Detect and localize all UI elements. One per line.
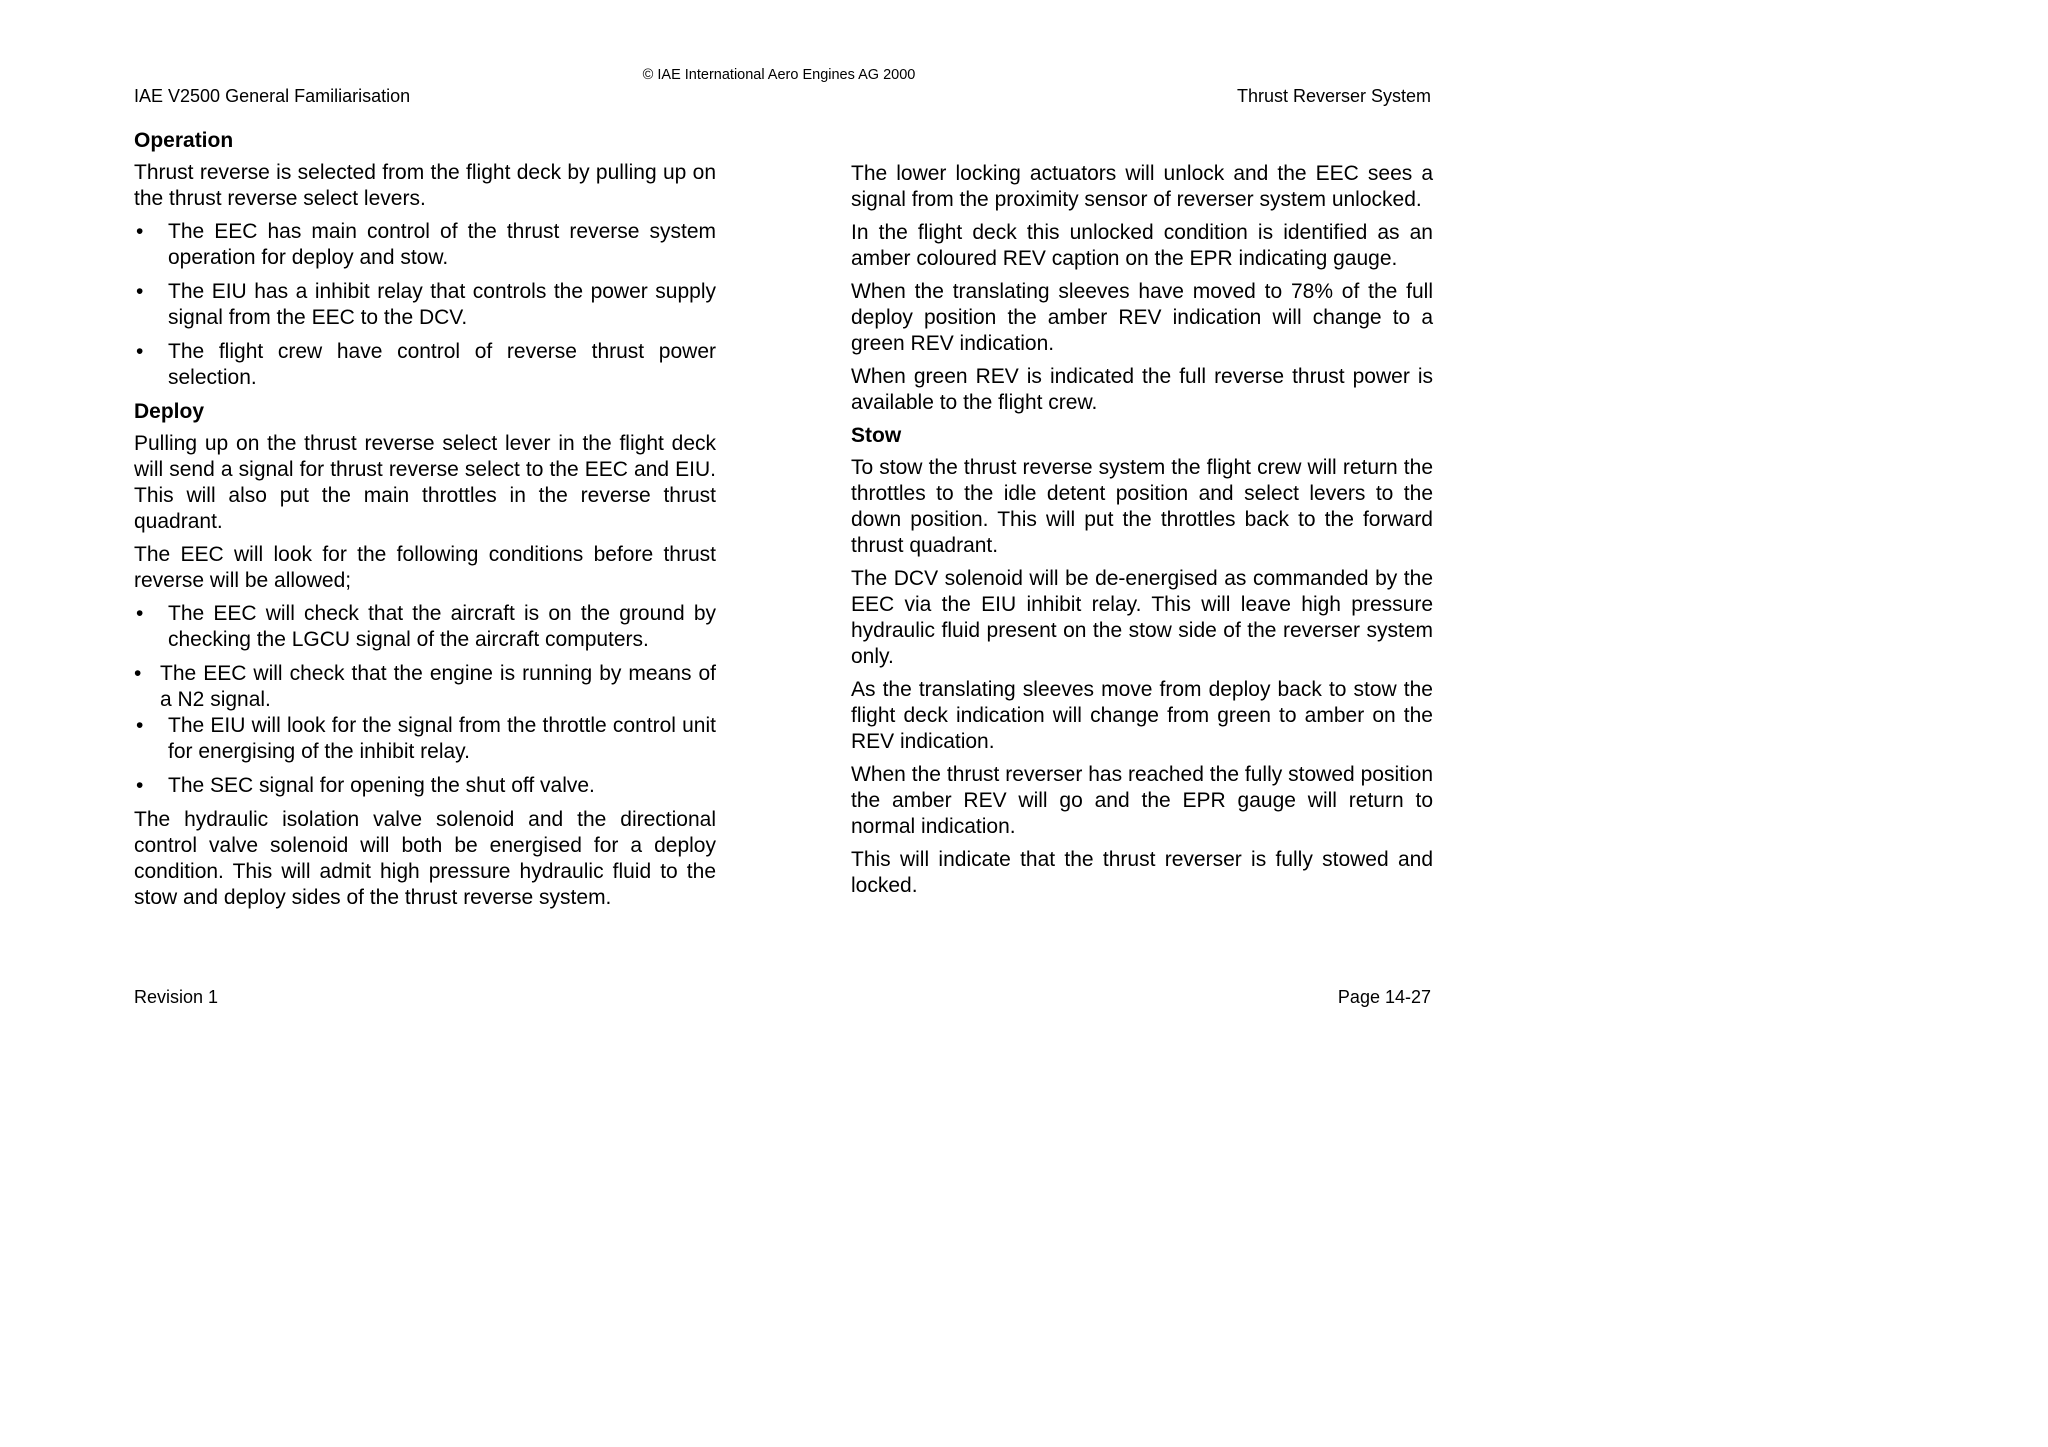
bullet-icon: • — [136, 280, 144, 303]
bullet-icon: • — [136, 774, 144, 797]
bullet-icon: • — [134, 662, 142, 685]
deploy-paragraph-1: Pulling up on the thrust reverse select lever in the flight deck will send a signal for thrust reverse select to the EEC and EIU. This will also put the main throttles in the reverse thrust quadrant. — [134, 432, 716, 533]
list-item — [134, 601, 716, 653]
list-item — [134, 661, 716, 713]
deploy-bullet-list — [134, 601, 716, 799]
list-item — [134, 713, 716, 765]
stow-paragraph-2: The DCV solenoid will be de-energised as commanded by the EEC via the EIU inhibit relay. This will leave high pressure hydraulic fluid present on the stow side of the reverser system only. — [851, 567, 1433, 668]
stow-paragraph-4: When the thrust reverser has reached the fully stowed position the amber REV will go and the EPR gauge will return to normal indication. — [851, 763, 1433, 838]
reverse-power-paragraph: When green REV is indicated the full reverse thrust power is available to the flight crew. — [851, 365, 1433, 414]
list-item-text: The EEC has main control of the thrust reverse system operation for deploy and stow. — [168, 220, 716, 269]
list-item — [134, 219, 716, 271]
list-item-text: The EEC will check that the aircraft is on the ground by checking the LGCU signal of the aircraft computers. — [168, 602, 716, 651]
bullet-icon: • — [136, 220, 144, 243]
bullet-icon: • — [136, 340, 144, 363]
list-item-text: The EEC will check that the engine is running by means of a N2 signal. — [160, 662, 716, 711]
list-item — [134, 279, 716, 331]
left-column — [134, 128, 716, 918]
bullet-icon: • — [136, 714, 144, 737]
operation-intro: Thrust reverse is selected from the flight deck by pulling up on the thrust reverse select levers. — [134, 161, 716, 210]
list-item-text: The SEC signal for opening the shut off valve. — [168, 774, 595, 797]
operation-bullet-list — [134, 219, 716, 391]
deploy-paragraph-3: The hydraulic isolation valve solenoid and the directional control valve solenoid will both be energised for a deploy condition. This will admit high pressure hydraulic fluid to the stow and deploy sides of the thrust reverse system. — [134, 808, 716, 909]
operation-heading: Operation — [134, 129, 234, 152]
list-item-text: The EIU will look for the signal from the throttle control unit for energising of the inhibit relay. — [168, 714, 716, 763]
amber-rev-paragraph: In the flight deck this unlocked condition is identified as an amber coloured REV caption on the EPR indicating gauge. — [851, 221, 1433, 270]
deploy-paragraph-2: The EEC will look for the following conditions before thrust reverse will be allowed; — [134, 543, 716, 592]
green-rev-paragraph: When the translating sleeves have moved to 78% of the full deploy position the amber REV indication will change to a green REV indication. — [851, 280, 1433, 355]
right-column — [851, 161, 1433, 906]
stow-heading: Stow — [851, 424, 902, 447]
section-title: Thrust Reverser System — [1236, 86, 1431, 106]
copyright-notice: © IAE International Aero Engines AG 2000 — [642, 67, 916, 83]
bullet-icon: • — [136, 602, 144, 625]
page-number: Page 14-27 — [1337, 987, 1431, 1007]
list-item — [134, 773, 716, 799]
deploy-heading: Deploy — [134, 400, 205, 423]
list-item-text: The flight crew have control of reverse thrust power selection. — [168, 340, 716, 389]
stow-paragraph-1: To stow the thrust reverse system the flight crew will return the throttles to the idle detent position and select levers to the down position. This will put the throttles back to the forward thrust quadrant. — [851, 456, 1433, 557]
stow-paragraph-3: As the translating sleeves move from deploy back to stow the flight deck indication will change from green to amber on the REV indication. — [851, 678, 1433, 753]
list-item — [134, 339, 716, 391]
revision-label: Revision 1 — [134, 987, 219, 1007]
unlock-paragraph: The lower locking actuators will unlock and the EEC sees a signal from the proximity sensor of reverser system unlocked. — [851, 162, 1433, 211]
list-item-text: The EIU has a inhibit relay that controls the power supply signal from the EEC to the DCV. — [168, 280, 716, 329]
document-title: IAE V2500 General Familiarisation — [134, 86, 411, 106]
stow-paragraph-5: This will indicate that the thrust reverser is fully stowed and locked. — [851, 848, 1433, 897]
